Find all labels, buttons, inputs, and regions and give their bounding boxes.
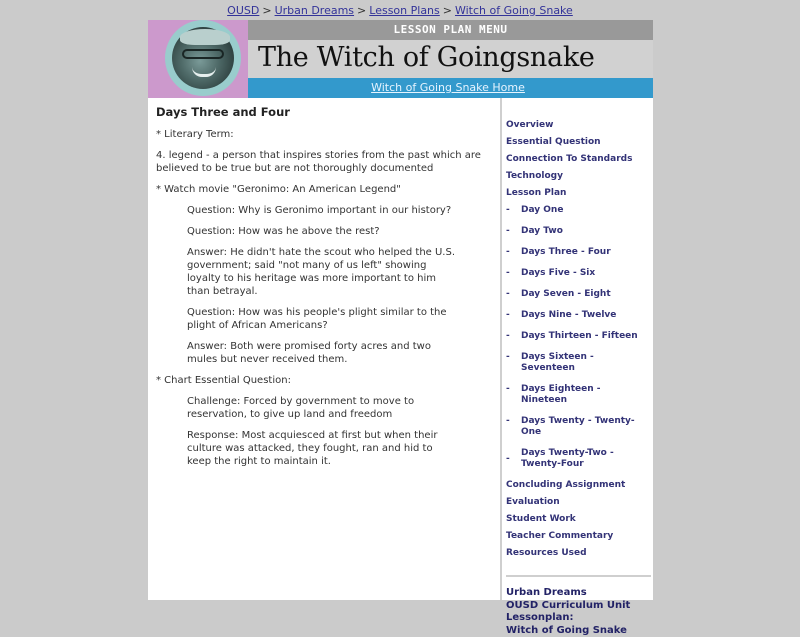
sidebar-subitem [506, 202, 653, 223]
lesson-plan-menu [500, 98, 653, 600]
sidebar-item-days-nine-twelve[interactable]: Days Nine - Twelve [521, 310, 646, 321]
dash-bullet-icon: - [506, 247, 521, 258]
unit-info-line: Lessonplan: [506, 612, 653, 625]
unit-info [506, 587, 653, 637]
breadcrumb-separator: > [443, 4, 452, 17]
sidebar-item-concluding-assignment[interactable]: Concluding Assignment [506, 477, 653, 494]
sidebar-divider [506, 575, 651, 577]
dash-bullet-icon: - [506, 310, 521, 321]
page-header [148, 20, 653, 98]
dash-bullet-icon: - [506, 331, 521, 342]
content-challenge: Challenge: Forced by government to move to reservation, to give up land and freedom [187, 395, 457, 421]
lesson-plan-menu-label: LESSON PLAN MENU [248, 20, 653, 40]
portrait-smile [192, 67, 216, 77]
avatar [165, 20, 241, 96]
sidebar-item-days-five-six[interactable]: Days Five - Six [521, 268, 646, 279]
sidebar-item-days-thirteen-fifteen[interactable]: Days Thirteen - Fifteen [521, 331, 646, 342]
unit-info-line: Witch of Going Snake [506, 625, 653, 637]
dash-bullet-icon: - [506, 268, 521, 279]
content-question: Question: How was he above the rest? [187, 225, 457, 238]
unit-info-line: Urban Dreams [506, 587, 653, 600]
dash-bullet-icon: - [506, 226, 521, 237]
content-paragraph: * Chart Essential Question: [156, 374, 490, 387]
sidebar-item-essential-question[interactable]: Essential Question [506, 134, 653, 151]
dash-bullet-icon: - [506, 205, 521, 216]
sidebar-item-days-three-four[interactable]: Days Three - Four [521, 247, 646, 258]
sidebar-item-days-eighteen-nineteen[interactable]: Days Eighteen - Nineteen [521, 384, 646, 406]
sidebar-subitem [506, 265, 653, 286]
page-container [148, 20, 653, 600]
sidebar-subitem [506, 413, 653, 445]
content-paragraph: * Watch movie "Geronimo: An American Legend" [156, 183, 490, 196]
home-link[interactable]: Witch of Going Snake Home [371, 81, 525, 94]
content-paragraph: * Literary Term: [156, 128, 490, 141]
content-question: Question: Why is Geronimo important in our history? [187, 204, 457, 217]
dash-bullet-icon: - [506, 448, 521, 465]
breadcrumb-link-urban-dreams[interactable]: Urban Dreams [275, 4, 354, 17]
content-answer: Answer: He didn't hate the scout who helped the U.S. government; said "not many of us left" showing loyalty to his heritage was more important to him than betrayal. [187, 246, 457, 298]
sidebar-subitem [506, 349, 653, 381]
sidebar-item-teacher-commentary[interactable]: Teacher Commentary [506, 528, 653, 545]
sidebar-item-day-two[interactable]: Day Two [521, 226, 646, 237]
breadcrumb-separator: > [357, 4, 366, 17]
dash-bullet-icon: - [506, 384, 521, 395]
sidebar-item-day-seven-eight[interactable]: Day Seven - Eight [521, 289, 646, 300]
dash-bullet-icon: - [506, 416, 521, 427]
section-heading: Days Three and Four [156, 106, 490, 119]
sidebar-item-days-sixteen-seventeen[interactable]: Days Sixteen - Seventeen [521, 352, 646, 374]
breadcrumb-link-ousd[interactable]: OUSD [227, 4, 259, 17]
sidebar-subitem [506, 286, 653, 307]
portrait-photo [172, 27, 234, 89]
breadcrumb [0, 4, 800, 17]
sidebar-subitem [506, 381, 653, 413]
sidebar-item-connection-to-standards[interactable]: Connection To Standards [506, 151, 653, 168]
portrait-hat [180, 29, 230, 45]
sidebar-subitem [506, 445, 653, 477]
portrait-glasses [182, 49, 224, 59]
sidebar-subitem [506, 223, 653, 244]
sidebar-item-lesson-plan[interactable]: Lesson Plan [506, 185, 653, 202]
sidebar-item-technology[interactable]: Technology [506, 168, 653, 185]
sidebar-subitem [506, 244, 653, 265]
breadcrumb-separator: > [262, 4, 271, 17]
sidebar-item-days-twenty-two-twenty-four[interactable]: Days Twenty-Two - Twenty-Four [521, 448, 621, 470]
breadcrumb-link-lesson-plans[interactable]: Lesson Plans [369, 4, 440, 17]
sidebar-item-day-one[interactable]: Day One [521, 205, 646, 216]
unit-info-line: OUSD Curriculum Unit [506, 600, 653, 613]
sidebar-item-evaluation[interactable]: Evaluation [506, 494, 653, 511]
sidebar-subitem [506, 328, 653, 349]
sidebar-item-resources-used[interactable]: Resources Used [506, 545, 653, 562]
page-title: The Witch of Goingsnake [258, 42, 595, 73]
sidebar-item-days-twenty-twenty-one[interactable]: Days Twenty - Twenty-One [521, 416, 646, 438]
content-answer: Answer: Both were promised forty acres and two mules but never received them. [187, 340, 457, 366]
main-content [148, 98, 498, 476]
sidebar-subitem [506, 307, 653, 328]
sidebar-item-student-work[interactable]: Student Work [506, 511, 653, 528]
dash-bullet-icon: - [506, 289, 521, 300]
content-response: Response: Most acquiesced at first but when their culture was attacked, they fought, ran and hid to keep the right to maintain it. [187, 429, 457, 468]
dash-bullet-icon: - [506, 352, 521, 363]
content-paragraph: 4. legend - a person that inspires stories from the past which are believed to be true but are not thoroughly documented [156, 149, 490, 175]
content-question: Question: How was his people's plight similar to the plight of African Americans? [187, 306, 457, 332]
sidebar-item-overview[interactable]: Overview [506, 117, 653, 134]
breadcrumb-link-witch-of-going-snake[interactable]: Witch of Going Snake [455, 4, 573, 17]
